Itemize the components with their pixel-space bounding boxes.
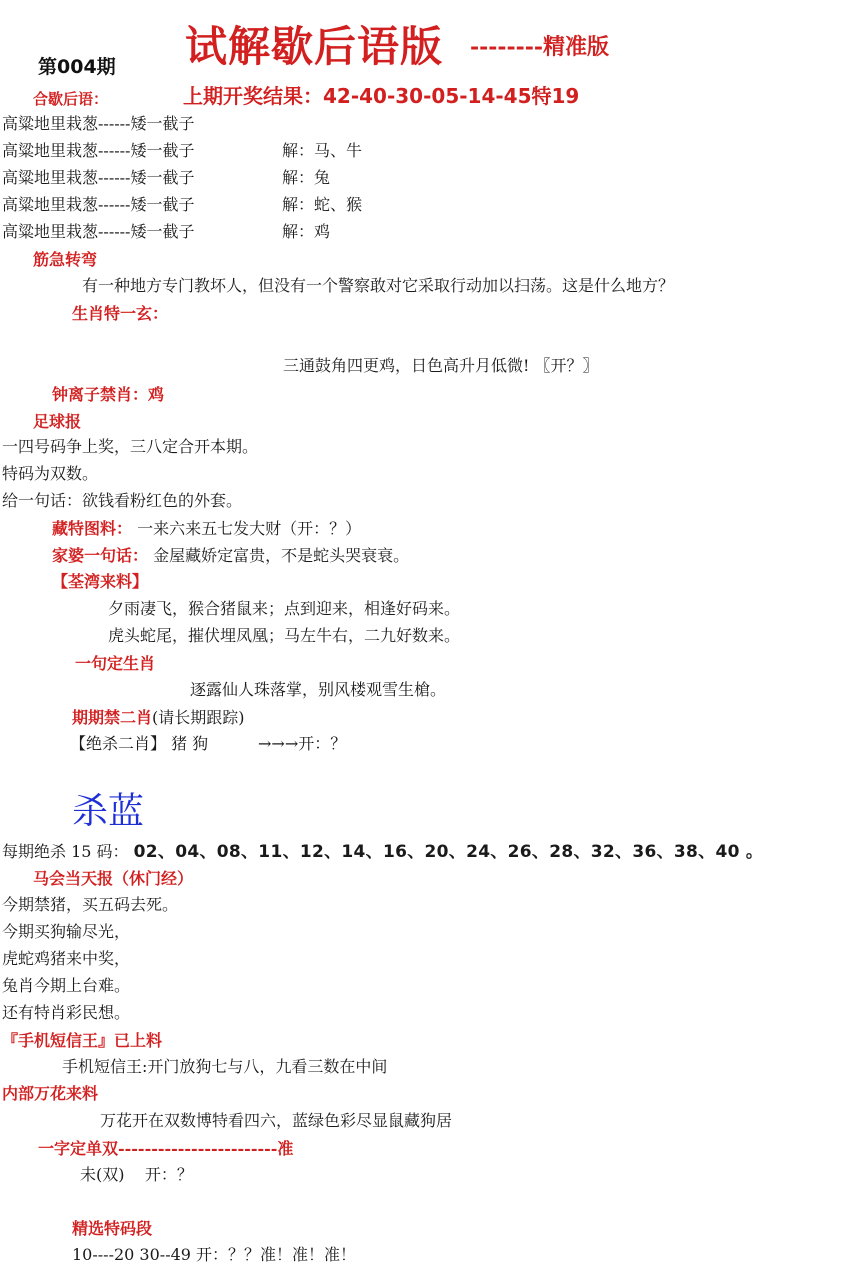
shalan-title: 杀蓝 [72,791,145,832]
xiehouyu-label: 合歇后语： [33,90,109,108]
zuqiu-line: 给一句话：欲钱看粉红色的外套。 [2,491,243,510]
shalan-label: 每期绝杀 15 码： [2,842,129,861]
xiehouyu-answer: 解：兔 [282,168,331,187]
shouji-label: 『手机短信王』已上料 [2,1031,163,1050]
xiehouyu-row [2,165,194,188]
yizi-text: 未(双) 开：？ [80,1165,193,1184]
yiju-label: 一句定生肖 [75,654,156,673]
qiqi-row [72,705,245,728]
zuqiu-line: 一四号码争上奖，三八定合开本期。 [2,437,259,456]
shengxiao-poem: 三通鼓角四更鸡，日色高升月低微! 〖开？〗 [283,356,599,375]
xiehouyu-text: 高粱地里栽葱------矮一截子 [2,141,195,160]
neibu-text: 万花开在双数博特看四六，蓝绿色彩尽显鼠藏狗居 [100,1111,453,1130]
jingxuan-text: 10----20 30--49 开：？？准！准！准！ [72,1245,357,1264]
naojin-label: 筋急转弯 [33,250,98,269]
xiehouyu-answer: 解：鸡 [282,222,331,241]
qiqi-note: (请长期跟踪) [152,708,245,727]
naojin-question: 有一种地方专门教坏人，但没有一个警察敢对它采取行动加以扫荡。这是什么地方？ [82,276,675,295]
last-result: 上期开奖结果：42-40-30-05-14-45特19 [183,84,580,108]
page-title: 试解歇后语版 [185,22,444,71]
xiehouyu-text: 高粱地里栽葱------矮一截子 [2,168,195,187]
mahui-line: 兔肖今期上台难。 [2,976,131,995]
yiju-text: 逐露仙人珠落掌，别风楼观雪生槍。 [190,680,447,699]
jiapo-row [52,543,409,566]
page-title-suffix: --------精准版 [470,34,610,60]
shalan-numbers: 02、04、08、11、12、14、16、20、24、26、28、32、36、38、40 。 [133,842,764,862]
cangte-text: 一来六来五七发大财（开：？） [137,519,362,538]
neibu-label: 内部万花来料 [2,1084,99,1103]
mahui-line: 今期禁猪，买五码去死。 [2,895,179,914]
xiehouyu-text: 高粱地里栽葱------矮一截子 [2,114,195,133]
jsha-text: 【绝杀二肖】 猪 狗 [70,734,209,753]
shouji-text: 手机短信王:开门放狗七与八，九看三数在中间 [62,1057,388,1076]
taiwan-line: 虎头蛇尾，摧伏埋凤凰；马左牛右，二九好数来。 [108,626,461,645]
mahui-line: 今期买狗输尽光， [2,922,131,941]
xiehouyu-answer: 解：马、牛 [282,141,363,160]
jiapo-text: 金屋藏娇定富贵，不是蛇头哭衰衰。 [153,546,410,565]
issue-number: 第004期 [38,56,116,78]
yizi-label: 一字定单双------------------------准 [38,1139,294,1158]
shengxiao-label: 生肖特一玄： [72,304,169,323]
jiapo-label: 家婆一句话： [52,546,149,565]
zhongli-label: 钟离子禁肖：鸡 [52,385,165,404]
shalan-row [2,837,763,862]
mahui-line: 还有特肖彩民想。 [2,1003,131,1022]
xiehouyu-row [2,219,194,242]
mahui-line: 虎蛇鸡猪来中奖， [2,949,131,968]
taiwan-line: 夕雨凄飞，猴合猪鼠来；点到迎来，相逢好码来。 [108,599,461,618]
mahui-label: 马会当天报（休门经） [33,869,194,888]
jsha-result: →→→开：？ [258,734,347,753]
cangte-row [52,516,361,539]
xiehouyu-answer: 解：蛇、猴 [282,195,363,214]
cangte-label: 藏特图料： [52,519,133,538]
zuqiu-label: 足球报 [33,412,82,431]
zuqiu-line: 特码为双数。 [2,464,99,483]
xiehouyu-row [2,192,194,215]
xiehouyu-row [2,111,194,134]
taiwan-label: 【荃湾来料】 [52,572,149,591]
xiehouyu-text: 高粱地里栽葱------矮一截子 [2,195,195,214]
xiehouyu-row [2,138,194,161]
jingxuan-label: 精选特码段 [72,1219,153,1238]
xiehouyu-text: 高粱地里栽葱------矮一截子 [2,222,195,241]
qiqi-label: 期期禁二肖 [72,708,153,727]
